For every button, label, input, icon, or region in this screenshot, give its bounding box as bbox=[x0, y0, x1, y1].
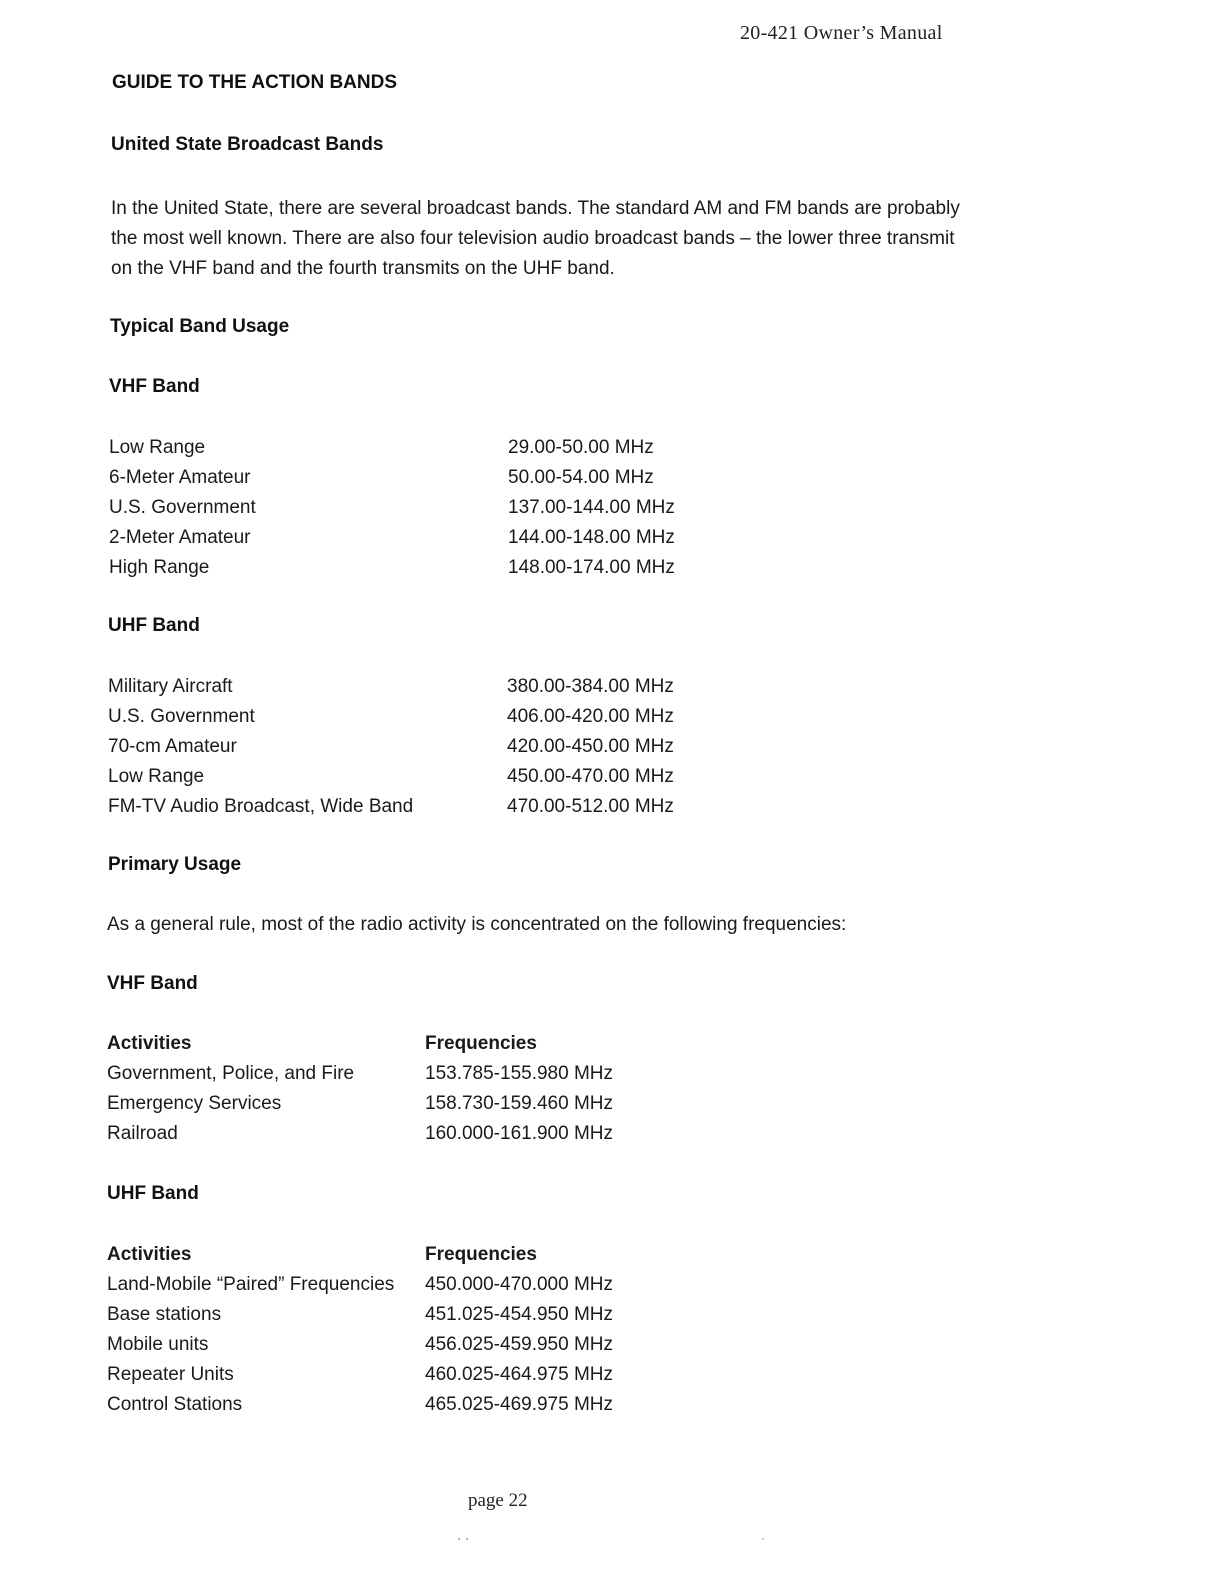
table-row bbox=[107, 1270, 667, 1300]
scan-speck bbox=[762, 1538, 764, 1540]
page-number: page 22 bbox=[468, 1490, 528, 1511]
table-row bbox=[109, 523, 749, 553]
activity-name: Control Stations bbox=[107, 1394, 243, 1415]
typical-band-usage-heading: Typical Band Usage bbox=[110, 316, 290, 337]
typical-vhf-table bbox=[109, 433, 749, 583]
table-row bbox=[109, 463, 749, 493]
typical-uhf-heading: UHF Band bbox=[108, 615, 200, 636]
table-header-row bbox=[107, 1029, 667, 1059]
band-frequency: 137.00-144.00 MHz bbox=[508, 497, 675, 518]
activity-frequency: 465.025-469.975 MHz bbox=[425, 1394, 614, 1415]
activity-name: Repeater Units bbox=[107, 1364, 234, 1385]
activity-frequency: 456.025-459.950 MHz bbox=[425, 1334, 614, 1355]
primary-usage-intro: As a general rule, most of the radio activity is concentrated on the following frequencies: bbox=[107, 914, 847, 935]
table-row bbox=[107, 1360, 667, 1390]
band-frequency: 148.00-174.00 MHz bbox=[508, 557, 675, 578]
primary-uhf-table bbox=[107, 1240, 667, 1420]
band-name: High Range bbox=[109, 557, 210, 578]
table-row bbox=[108, 732, 748, 762]
band-frequency: 420.00-450.00 MHz bbox=[507, 736, 674, 757]
band-frequency: 144.00-148.00 MHz bbox=[508, 527, 675, 548]
primary-vhf-heading: VHF Band bbox=[107, 973, 198, 994]
primary-usage-heading: Primary Usage bbox=[108, 854, 242, 875]
table-row bbox=[109, 433, 749, 463]
activity-frequency: 160.000-161.900 MHz bbox=[425, 1123, 614, 1144]
band-name: Low Range bbox=[109, 437, 206, 458]
table-row bbox=[107, 1390, 667, 1420]
running-header: 20-421 Owner’s Manual bbox=[740, 22, 943, 44]
table-row bbox=[107, 1119, 667, 1149]
band-frequency: 380.00-384.00 MHz bbox=[507, 676, 674, 697]
table-row bbox=[108, 702, 748, 732]
table-row bbox=[108, 672, 748, 702]
band-name: 2-Meter Amateur bbox=[109, 527, 251, 548]
activity-frequency: 153.785-155.980 MHz bbox=[425, 1063, 614, 1084]
section-title: GUIDE TO THE ACTION BANDS bbox=[112, 72, 398, 93]
typical-uhf-table bbox=[108, 672, 748, 822]
activity-name: Railroad bbox=[107, 1123, 178, 1144]
band-frequency: 406.00-420.00 MHz bbox=[507, 706, 674, 727]
activity-name: Government, Police, and Fire bbox=[107, 1063, 355, 1084]
typical-vhf-heading: VHF Band bbox=[109, 376, 200, 397]
band-frequency: 29.00-50.00 MHz bbox=[508, 437, 654, 458]
band-frequency: 50.00-54.00 MHz bbox=[508, 467, 654, 488]
primary-uhf-heading: UHF Band bbox=[107, 1183, 199, 1204]
subsection-title: United State Broadcast Bands bbox=[111, 134, 384, 155]
band-name: FM-TV Audio Broadcast, Wide Band bbox=[108, 796, 414, 817]
band-name: U.S. Government bbox=[108, 706, 255, 727]
table-row bbox=[109, 553, 749, 583]
activity-frequency: 451.025-454.950 MHz bbox=[425, 1304, 614, 1325]
activity-frequency: 158.730-159.460 MHz bbox=[425, 1093, 614, 1114]
table-row bbox=[107, 1330, 667, 1360]
table-row bbox=[108, 792, 748, 822]
activity-name: Land-Mobile “Paired” Frequencies bbox=[107, 1274, 395, 1295]
table-row bbox=[108, 762, 748, 792]
table-row bbox=[107, 1089, 667, 1119]
scan-speck bbox=[458, 1538, 460, 1540]
table-header-row bbox=[107, 1240, 667, 1270]
activity-name: Base stations bbox=[107, 1304, 222, 1325]
table-row bbox=[107, 1059, 667, 1089]
column-header-frequencies: Frequencies bbox=[425, 1244, 537, 1265]
column-header-activities: Activities bbox=[107, 1244, 192, 1265]
intro-paragraph bbox=[111, 194, 1011, 284]
activity-frequency: 460.025-464.975 MHz bbox=[425, 1364, 614, 1385]
band-frequency: 470.00-512.00 MHz bbox=[507, 796, 674, 817]
band-name: 70-cm Amateur bbox=[108, 736, 237, 757]
table-row bbox=[109, 493, 749, 523]
band-name: Low Range bbox=[108, 766, 205, 787]
table-row bbox=[107, 1300, 667, 1330]
activity-name: Emergency Services bbox=[107, 1093, 282, 1114]
scan-speck bbox=[466, 1538, 468, 1540]
column-header-activities: Activities bbox=[107, 1033, 192, 1054]
band-frequency: 450.00-470.00 MHz bbox=[507, 766, 674, 787]
column-header-frequencies: Frequencies bbox=[425, 1033, 537, 1054]
intro-line: In the United State, there are several broadcast bands. The standard AM and FM bands are probably bbox=[111, 198, 960, 219]
activity-frequency: 450.000-470.000 MHz bbox=[425, 1274, 614, 1295]
intro-line: the most well known. There are also four television audio broadcast bands – the lower three transmit bbox=[111, 228, 955, 249]
primary-vhf-table bbox=[107, 1029, 667, 1149]
activity-name: Mobile units bbox=[107, 1334, 209, 1355]
intro-line: on the VHF band and the fourth transmits on the UHF band. bbox=[111, 258, 615, 279]
band-name: U.S. Government bbox=[109, 497, 256, 518]
band-name: Military Aircraft bbox=[108, 676, 233, 697]
band-name: 6-Meter Amateur bbox=[109, 467, 251, 488]
